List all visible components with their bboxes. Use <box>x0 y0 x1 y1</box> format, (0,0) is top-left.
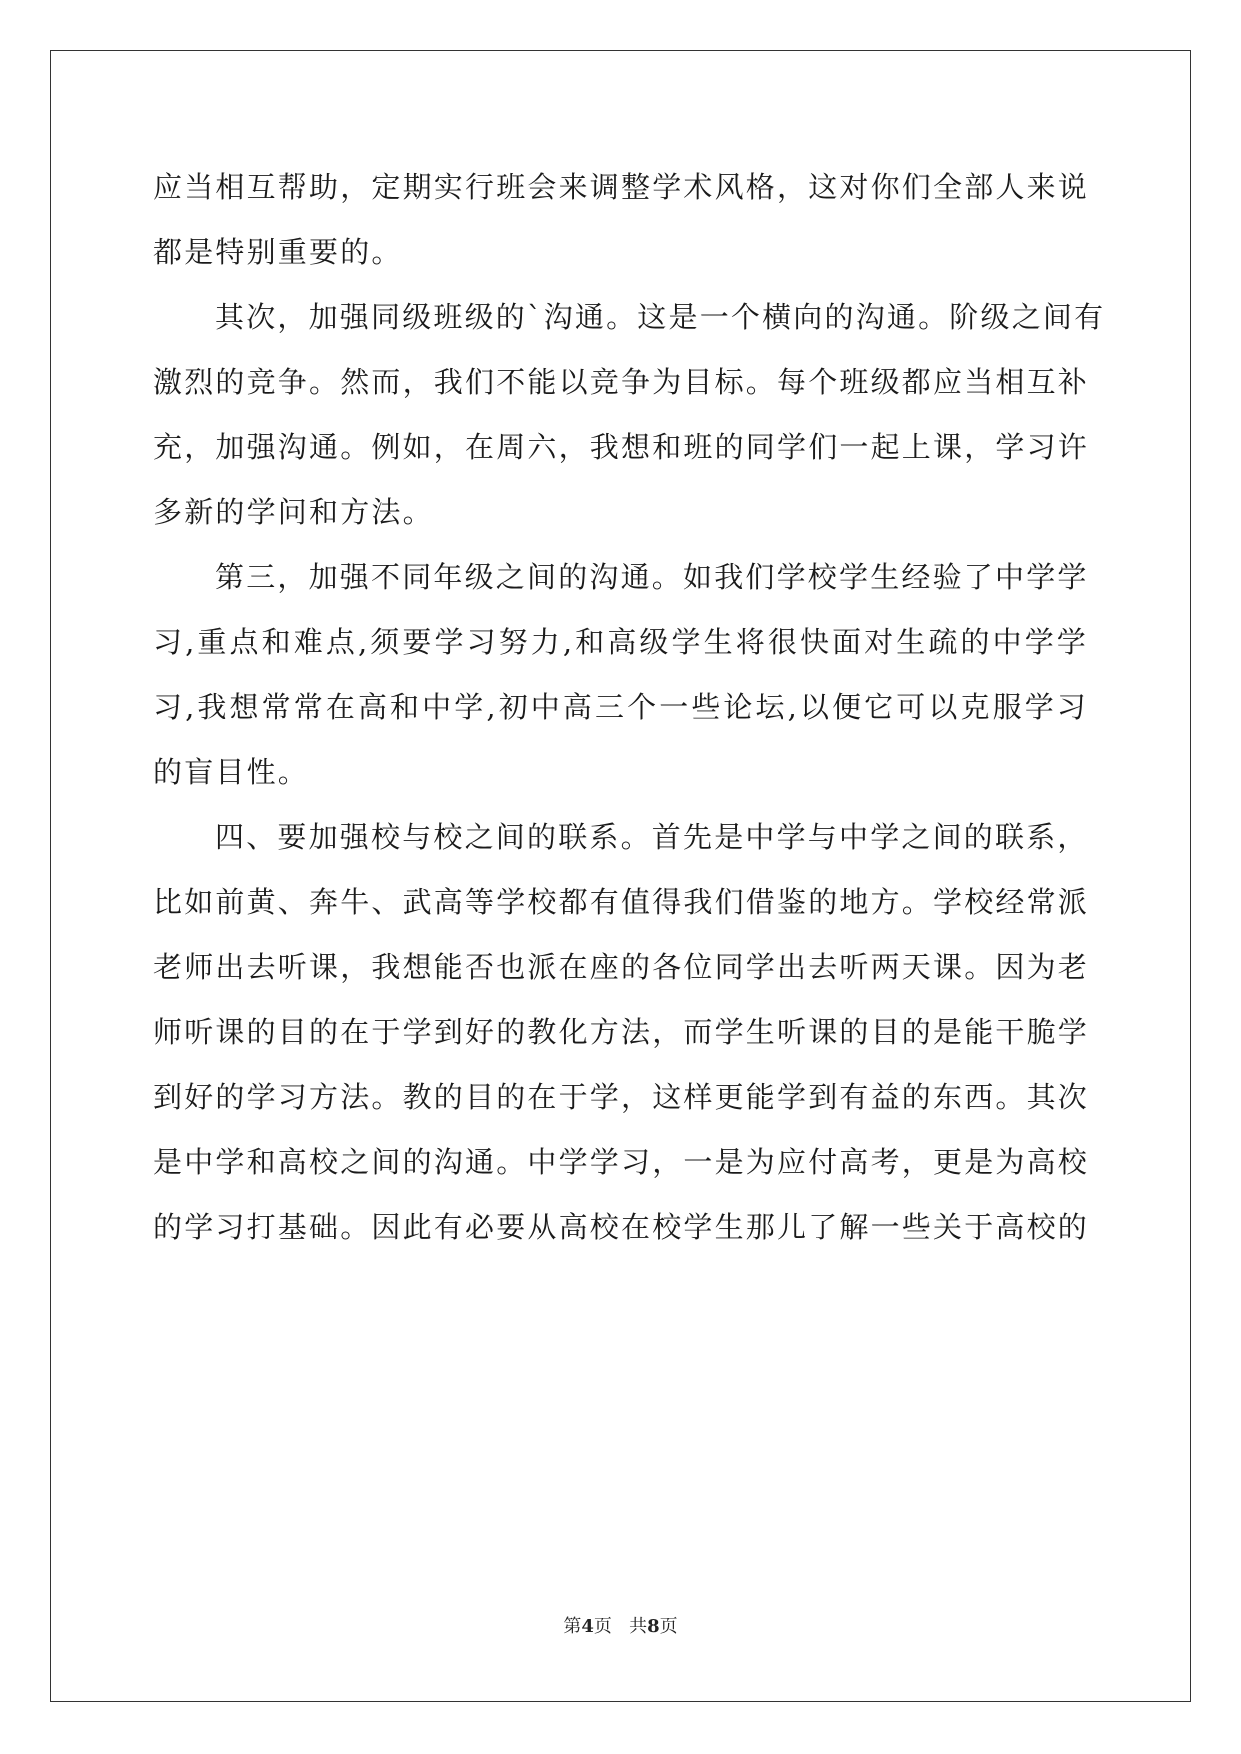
footer-page-suffix: 页 <box>593 1616 612 1637</box>
footer-total-prefix: 共 <box>629 1616 648 1637</box>
paragraph <box>153 285 1106 545</box>
page-footer <box>0 1612 1241 1638</box>
paragraph <box>153 805 1088 1260</box>
text-line: 到好的学习方法。教的目的在于学，这样更能学到有益的东西。其次 <box>153 1080 1090 1114</box>
total-pages: 8 <box>647 1616 660 1637</box>
text-line: 习,我想常常在高和中学,初中高三个一些论坛,以便它可以克服学习 <box>153 690 1088 724</box>
footer-total-suffix: 页 <box>659 1616 678 1637</box>
text-line: 师听课的目的在于学到好的教化方法，而学生听课的目的是能干脆学 <box>153 1015 1090 1049</box>
text-line: 习,重点和难点,须要学习努力,和高级学生将很快面对生疏的中学学 <box>153 625 1088 659</box>
text-line: 的盲目性。 <box>153 755 310 789</box>
text-line: 四、要加强校与校之间的联系。首先是中学与中学之间的联系， <box>215 820 1089 854</box>
text-line: 比如前黄、奔牛、武高等学校都有值得我们借鉴的地方。学校经常派 <box>153 885 1090 919</box>
document-body <box>153 155 1106 1260</box>
text-line: 充，加强沟通。例如，在周六，我想和班的同学们一起上课，学习许 <box>153 430 1090 464</box>
text-line: 的学习打基础。因此有必要从高校在校学生那儿了解一些关于高校的 <box>153 1210 1090 1244</box>
page-number: 4 <box>581 1616 594 1637</box>
text-line: 多新的学问和方法。 <box>153 495 434 529</box>
text-line: 都是特别重要的。 <box>153 235 403 269</box>
text-line: 激烈的竞争。然而，我们不能以竞争为目标。每个班级都应当相互补 <box>153 365 1090 399</box>
paragraph <box>153 155 1088 285</box>
text-line: 其次，加强同级班级的`沟通。这是一个横向的沟通。阶级之间有 <box>215 300 1106 334</box>
text-line: 应当相互帮助，定期实行班会来调整学术风格，这对你们全部人来说 <box>153 170 1090 204</box>
footer-prefix: 第 <box>563 1616 582 1637</box>
text-line: 老师出去听课，我想能否也派在座的各位同学出去听两天课。因为老 <box>153 950 1090 984</box>
text-line: 第三，加强不同年级之间的沟通。如我们学校学生经验了中学学 <box>215 560 1089 594</box>
paragraph <box>153 545 1088 805</box>
text-line: 是中学和高校之间的沟通。中学学习，一是为应付高考，更是为高校 <box>153 1145 1090 1179</box>
